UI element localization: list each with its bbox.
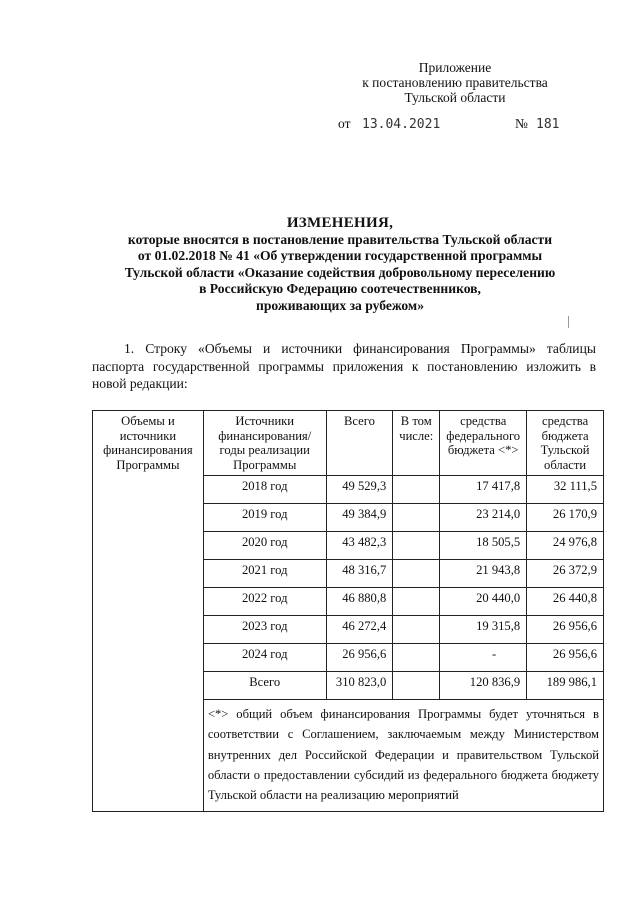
empty-cell xyxy=(393,560,440,588)
empty-cell xyxy=(393,588,440,616)
date-from-label: от xyxy=(338,116,351,131)
federal-cell: 120 836,9 xyxy=(440,672,527,700)
regional-cell: 26 440,8 xyxy=(527,588,604,616)
document-heading xyxy=(70,215,610,314)
appendix-subtitle: к постановлению правительства xyxy=(362,75,548,90)
heading-line: Тульской области «Оказание содействия добровольному переселению xyxy=(124,264,556,280)
heading-line: которые вносятся в постановление правительства Тульской области xyxy=(127,231,553,247)
year-cell: Всего xyxy=(203,672,326,700)
regional-cell: 32 111,5 xyxy=(527,476,604,504)
total-cell: 310 823,0 xyxy=(326,672,393,700)
federal-cell: 21 943,8 xyxy=(440,560,527,588)
table-header-row xyxy=(93,411,604,476)
document-date: 13.04.2021 xyxy=(362,117,441,132)
federal-cell: 23 214,0 xyxy=(440,504,527,532)
year-cell: 2021 год xyxy=(203,560,326,588)
empty-cell xyxy=(393,504,440,532)
appendix-region: Тульской области xyxy=(404,90,506,105)
empty-cell xyxy=(393,616,440,644)
regional-cell: 26 372,9 xyxy=(527,560,604,588)
total-cell: 48 316,7 xyxy=(326,560,393,588)
federal-cell: 20 440,0 xyxy=(440,588,527,616)
scan-mark xyxy=(568,316,569,328)
column-header: В том числе: xyxy=(393,411,440,476)
federal-cell: - xyxy=(440,644,527,672)
total-cell: 43 482,3 xyxy=(326,532,393,560)
total-cell: 46 272,4 xyxy=(326,616,393,644)
heading-title: ИЗМЕНЕНИЯ, xyxy=(286,215,394,231)
column-header: средства федерального бюджета <*> xyxy=(440,411,527,476)
year-cell: 2022 год xyxy=(203,588,326,616)
regional-cell: 26 956,6 xyxy=(527,616,604,644)
financing-table xyxy=(92,410,604,812)
year-cell: 2023 год xyxy=(203,616,326,644)
column-header: средства бюджета Тульской области xyxy=(527,411,604,476)
federal-cell: 17 417,8 xyxy=(440,476,527,504)
empty-cell xyxy=(393,644,440,672)
appendix-title: Приложение xyxy=(418,60,492,75)
total-cell: 49 529,3 xyxy=(326,476,393,504)
regional-cell: 24 976,8 xyxy=(527,532,604,560)
document-number: 181 xyxy=(536,117,560,132)
year-cell: 2019 год xyxy=(203,504,326,532)
column-header: Всего xyxy=(326,411,393,476)
total-cell: 26 956,6 xyxy=(326,644,393,672)
regional-cell: 189 986,1 xyxy=(527,672,604,700)
paragraph-item-1 xyxy=(92,340,596,393)
empty-cell xyxy=(393,672,440,700)
appendix-block xyxy=(330,60,580,105)
paragraph-text: 1. Строку «Объемы и источники финансирования Программы» таблицы паспорта государственной программы приложения к постановлению изложить в новой редакции: xyxy=(92,341,596,391)
total-cell: 49 384,9 xyxy=(326,504,393,532)
heading-line: от 01.02.2018 № 41 «Об утверждении государственной программы xyxy=(137,248,543,263)
column-header: Источники финансирования/ годы реализации Программы xyxy=(203,411,326,476)
heading-line: в Российскую Федерацию соотечественников, xyxy=(199,281,481,296)
year-cell: 2024 год xyxy=(203,644,326,672)
heading-line: проживающих за рубежом» xyxy=(256,297,424,313)
year-cell: 2018 год xyxy=(203,476,326,504)
regional-cell: 26 170,9 xyxy=(527,504,604,532)
row-header-cell: Объемы и источники финансирования Программы xyxy=(93,411,204,812)
total-cell: 46 880,8 xyxy=(326,588,393,616)
year-cell: 2020 год xyxy=(203,532,326,560)
empty-cell xyxy=(393,532,440,560)
document-number-label: № xyxy=(515,116,528,131)
federal-cell: 18 505,5 xyxy=(440,532,527,560)
empty-cell xyxy=(393,476,440,504)
table-footnote: <*> общий объем финансирования Программы будет уточняться в соответствии с Соглашением, заключаемым между Министерством внутренних дел Российской Федерации и правительством Тульской области о предоставлении субсидий из федерального бюджета бюджету Тульской области на реализацию мероприятий xyxy=(203,700,603,812)
regional-cell: 26 956,6 xyxy=(527,644,604,672)
federal-cell: 19 315,8 xyxy=(440,616,527,644)
